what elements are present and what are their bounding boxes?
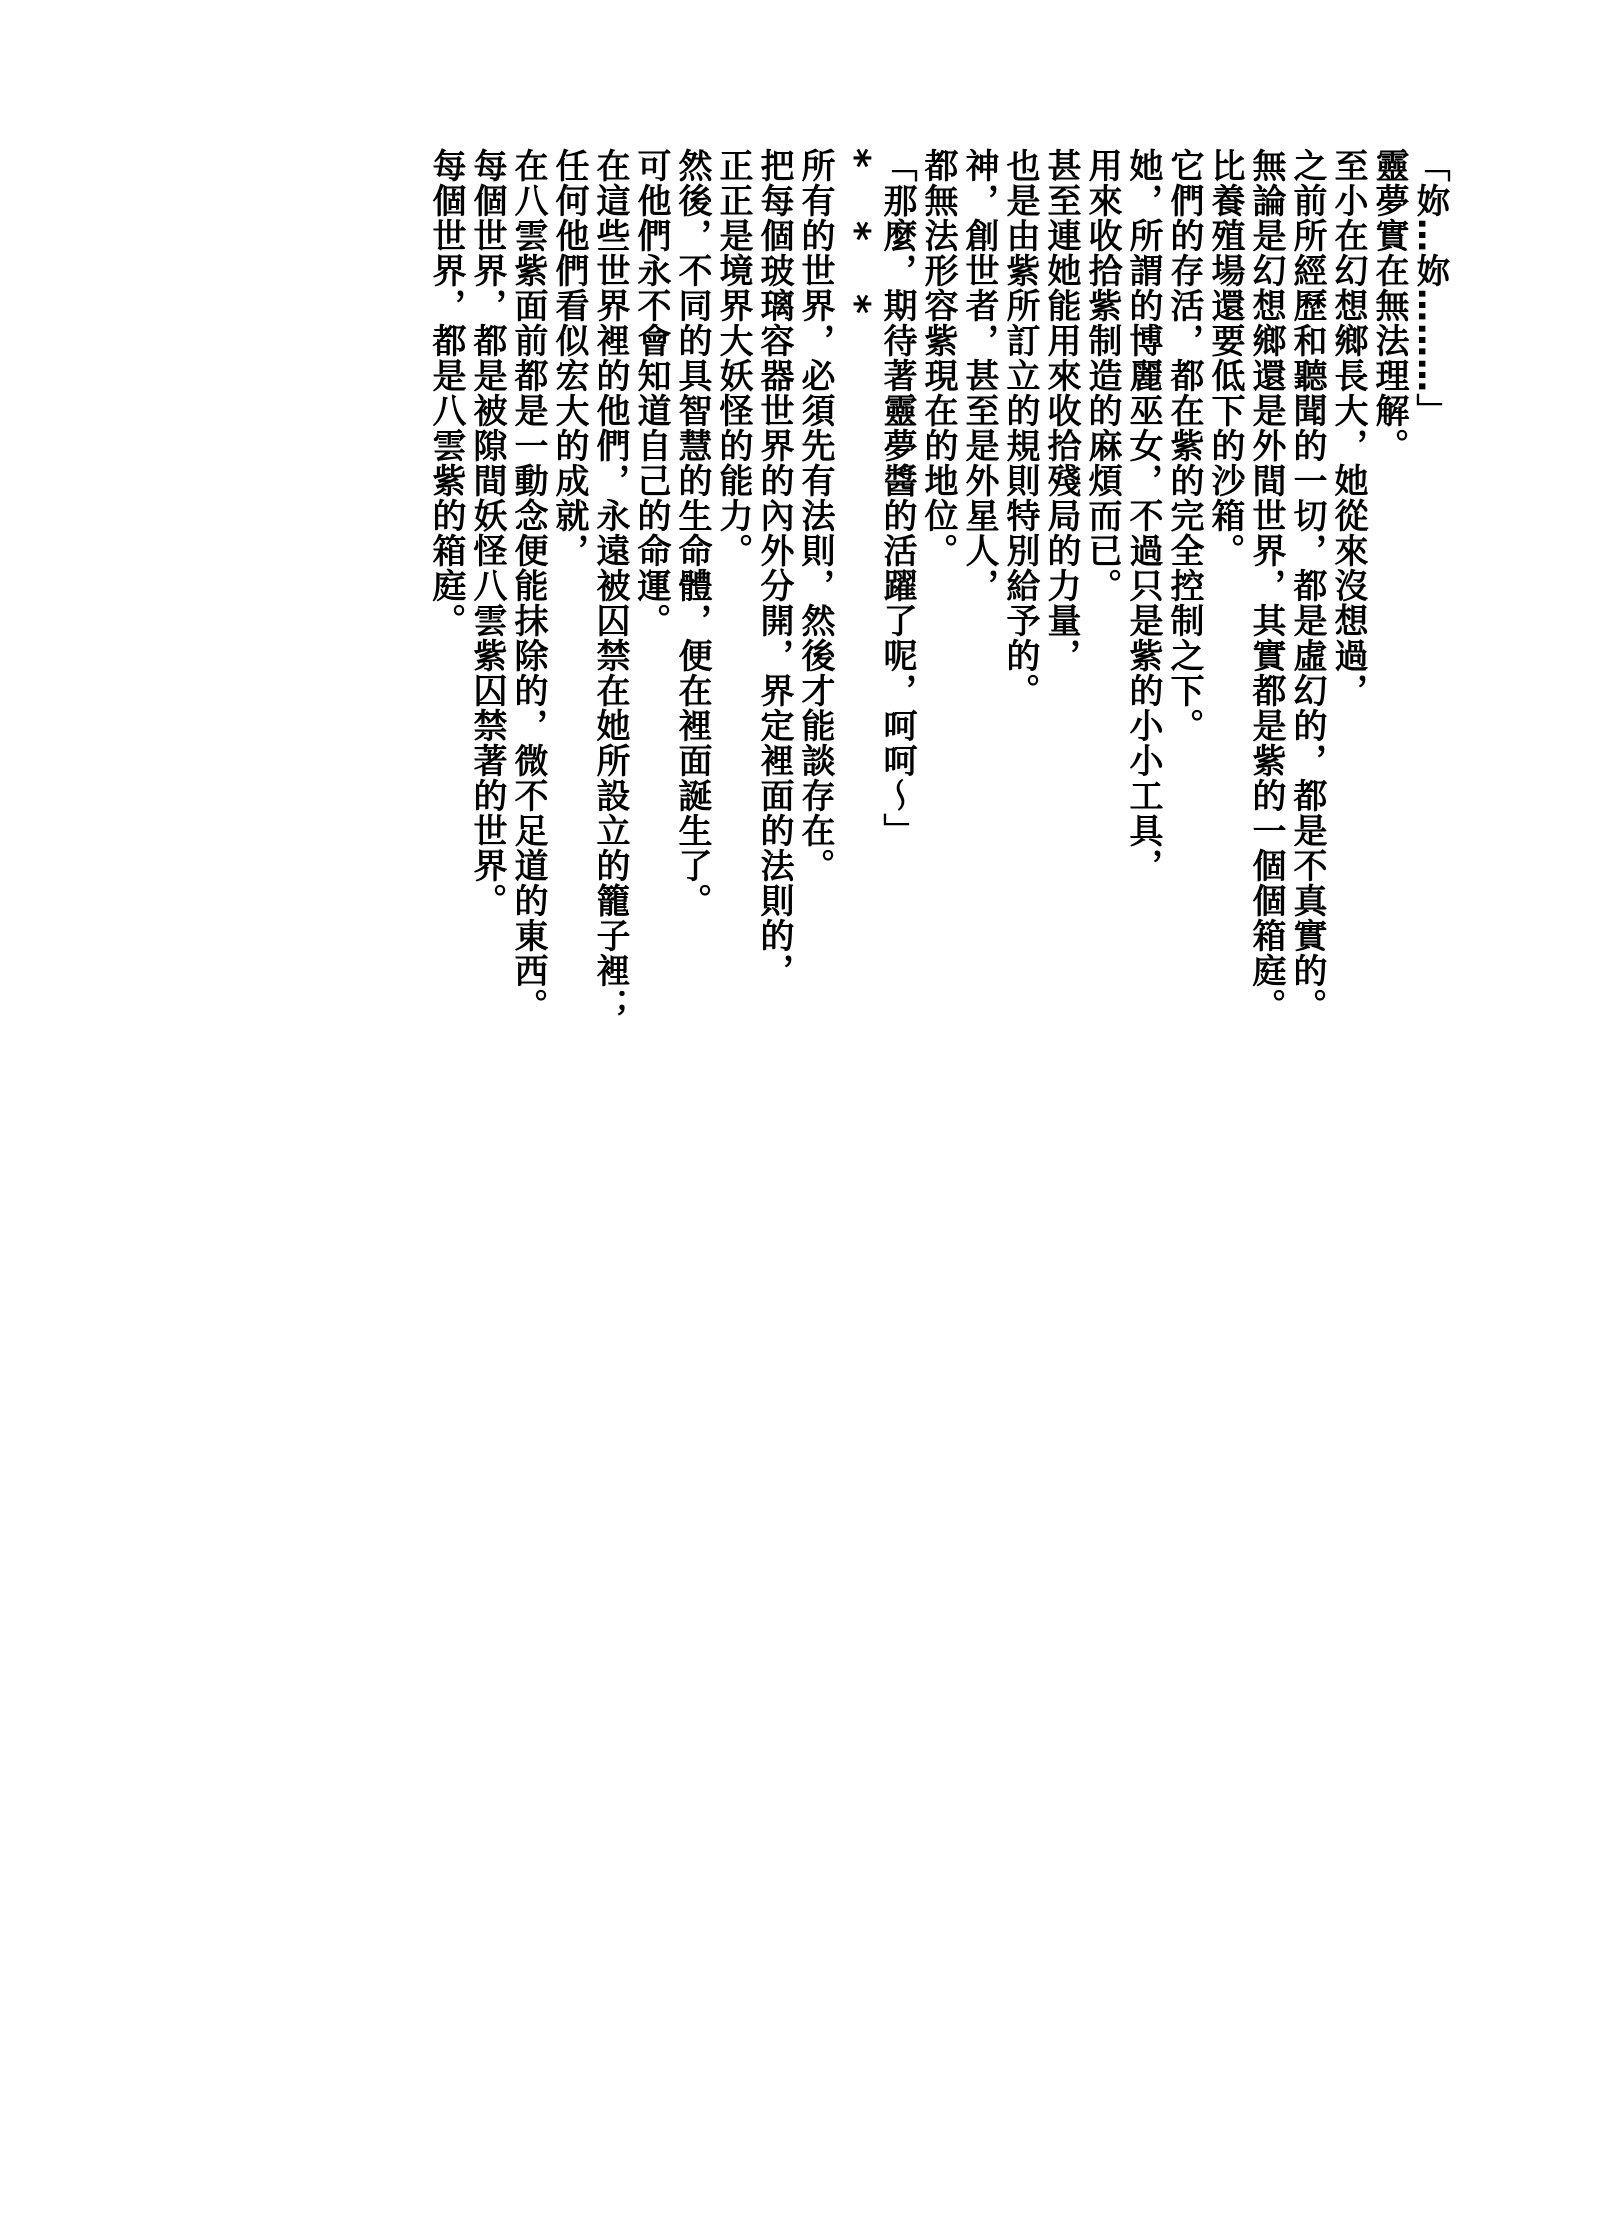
narration-line: 每個世界，都是被隙間妖怪八雲紫囚禁著的世界。 <box>467 148 507 918</box>
narration-line: 把每個玻璃容器世界的內外分開，界定裡面的法則的， <box>754 148 794 988</box>
narration-line: 所有的世界，必須先有法則，然後才能談存在。 <box>795 148 835 883</box>
narration-line: 神，創世者，甚至是外星人， <box>959 148 999 603</box>
narration-line: 在這些世界裡的他們，永遠被囚禁在她所設立的籠子裡； <box>590 148 630 1023</box>
narration-line: 之前所經歷和聽聞的一切，都是虛幻的，都是不真實的。 <box>1287 148 1327 1023</box>
narration-line: 可他們永不會知道自己的命運。 <box>631 148 671 638</box>
section-separator <box>835 148 876 1076</box>
narration-line: 它們的存活，都在紫的完全控制之下。 <box>1164 148 1204 743</box>
asterisk-glyph: * <box>834 293 878 315</box>
narration-line: 用來收拾紫制造的麻煩而已。 <box>1082 148 1122 603</box>
narration-line: 無論是幻想鄉還是外間世界，其實都是紫的一個個箱庭。 <box>1246 148 1286 1023</box>
narration-line: 甚至連她能用來收拾殘局的力量， <box>1041 148 1081 673</box>
vertical-text-block <box>425 148 1450 1076</box>
narration-line: 比養殖場還要低下的沙箱。 <box>1205 148 1245 568</box>
narration-line: 任何他們看似宏大的成就， <box>549 148 589 568</box>
narration-line: 在八雲紫面前都是一動念便能抹除的，微不足道的東西。 <box>508 148 548 1023</box>
asterisk-glyph: * <box>834 148 878 169</box>
narration-line: 她，所謂的博麗巫女，不過只是紫的小小工具， <box>1123 148 1163 883</box>
narration-line: 正正是境界大妖怪的能力。 <box>713 148 753 568</box>
narration-line: 至小在幻想鄉長大，她從來沒想過， <box>1328 148 1368 708</box>
narration-line: 都無法形容紫現在的地位。 <box>918 148 958 568</box>
narration-line: 也是由紫所訂立的規則特別給予的。 <box>1000 148 1040 708</box>
asterisk-glyph: * <box>834 220 878 242</box>
dialogue-opening-line: 「妳…妳………」 <box>1410 148 1450 428</box>
narration-line: 然後，不同的具智慧的生命體，便在裡面誕生了。 <box>672 148 712 918</box>
narration-line: 靈夢實在無法理解。 <box>1369 148 1409 463</box>
dialogue-yukari-line: 「那麼，期待著靈夢醬的活躍了呢，呵呵～」 <box>877 148 917 848</box>
narration-line: 每個世界，都是八雲紫的箱庭。 <box>426 148 466 638</box>
